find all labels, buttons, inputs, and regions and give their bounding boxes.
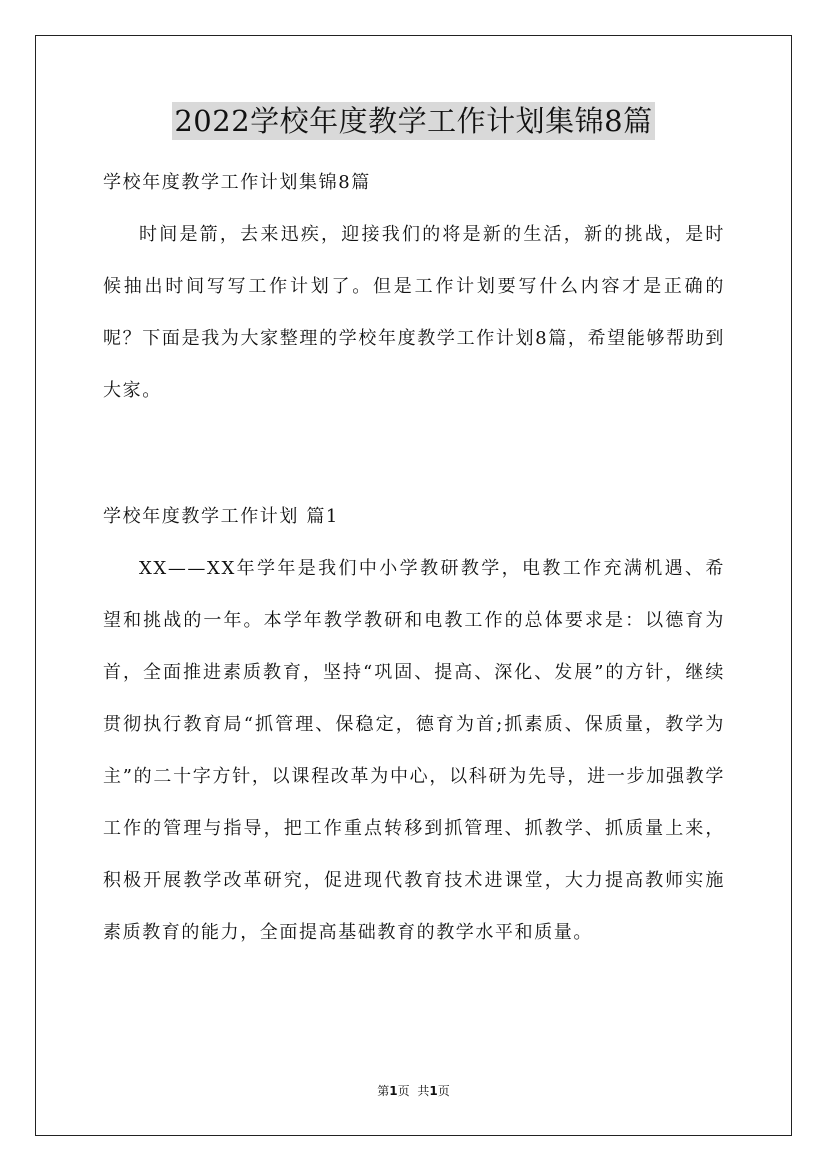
document-title-text: 2022学校年度教学工作计划集锦8篇 bbox=[174, 104, 653, 138]
footer-total-prefix: 共 bbox=[417, 1084, 430, 1098]
footer-page-number: 1 bbox=[389, 1084, 398, 1098]
footer-page-prefix: 第 bbox=[377, 1084, 390, 1098]
document-subtitle: 学校年度教学工作计划集锦8篇 bbox=[103, 172, 371, 193]
footer-total-suffix: 页 bbox=[437, 1084, 450, 1098]
section-1-heading: 学校年度教学工作计划 篇1 bbox=[103, 506, 339, 527]
section-1-block bbox=[103, 491, 725, 959]
intro-block bbox=[103, 157, 725, 417]
intro-paragraph: 时间是箭，去来迅疾，迎接我们的将是新的生活，新的挑战，是时候抽出时间写写工作计划了。但是工作计划要写什么内容才是正确的呢？下面是我为大家整理的学校年度教学工作计划8篇，希望能够帮助到大家。 bbox=[103, 224, 725, 401]
document-title bbox=[0, 102, 827, 140]
footer-total-number: 1 bbox=[429, 1084, 438, 1098]
section-1-paragraph: XX——XX年学年是我们中小学教研教学，电教工作充满机遇、希望和挑战的一年。本学年教学教研和电教工作的总体要求是：以德育为首，全面推进素质教育，坚持“巩固、提高、深化、发展”的方针，继续贯彻执行教育局“抓管理、保稳定，德育为首;抓素质、保质量，教学为主”的二十字方针，以课程改革为中心，以科研为先导，进一步加强教学工作的管理与指导，把工作重点转移到抓管理、抓教学、抓质量上来，积极开展教学改革研究，促进现代教育技术进课堂，大力提高教师实施素质教育的能力，全面提高基础教育的教学水平和质量。 bbox=[103, 558, 725, 943]
footer-page-suffix: 页 bbox=[397, 1084, 410, 1098]
page-footer bbox=[0, 1083, 827, 1099]
